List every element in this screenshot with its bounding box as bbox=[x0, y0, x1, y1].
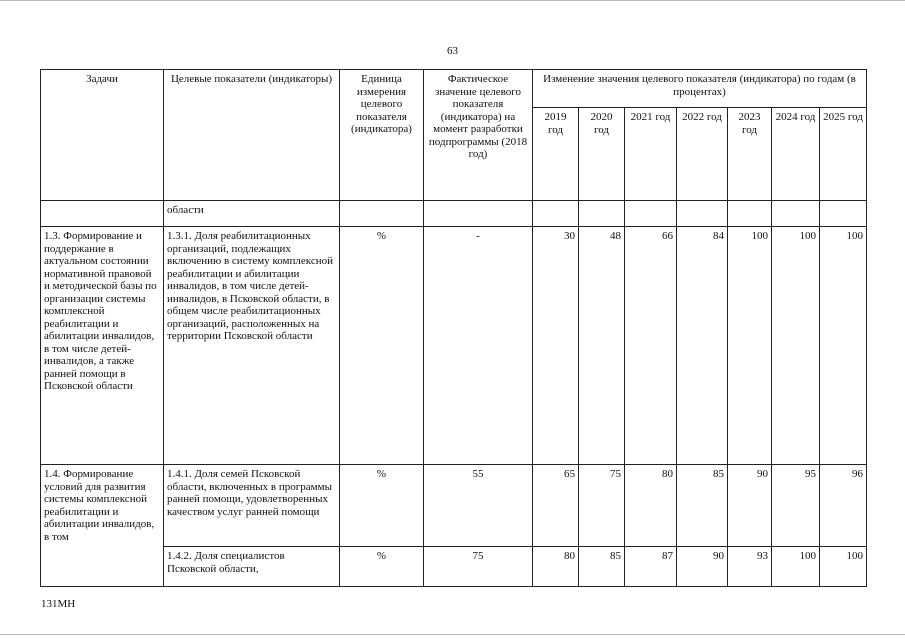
value-cell: 80 bbox=[533, 547, 579, 587]
actual-cell: - bbox=[424, 227, 533, 465]
table-row bbox=[41, 547, 867, 587]
value-cell: 87 bbox=[625, 547, 677, 587]
indicator-cell: 1.4.2. Доля специалистов Псковской области, bbox=[164, 547, 340, 587]
value-cell: 75 bbox=[579, 465, 625, 547]
header-year: 2019 год bbox=[533, 108, 579, 201]
table-row bbox=[41, 465, 867, 547]
value-cell bbox=[772, 201, 820, 227]
value-cell: 90 bbox=[677, 547, 728, 587]
value-cell: 66 bbox=[625, 227, 677, 465]
value-cell: 100 bbox=[820, 547, 867, 587]
task-cell: 1.3. Формирование и поддержание в актуальном состоянии нормативной правовой и методической базы по организации системы комплексной реабилитации и абилитации инвалидов, в том числе детей-инвалидов, а также ранней помощи в Псковской области bbox=[41, 227, 164, 465]
value-cell: 93 bbox=[728, 547, 772, 587]
value-cell: 30 bbox=[533, 227, 579, 465]
value-cell: 84 bbox=[677, 227, 728, 465]
value-cell bbox=[579, 201, 625, 227]
indicator-cell: 1.4.1. Доля семей Псковской области, включенных в программы ранней помощи, удовлетворенных качеством услуг ранней помощи bbox=[164, 465, 340, 547]
table-row bbox=[41, 201, 867, 227]
header-change: Изменение значения целевого показателя (индикатора) по годам (в процентах) bbox=[533, 70, 867, 108]
value-cell bbox=[677, 201, 728, 227]
table-row bbox=[41, 227, 867, 465]
document-code: 131МН bbox=[41, 598, 76, 610]
value-cell: 85 bbox=[677, 465, 728, 547]
value-cell bbox=[820, 201, 867, 227]
task-cell: 1.4. Формирование условий для развития системы комплексной реабилитации и абилитации инвалидов, в том bbox=[41, 465, 164, 587]
header-year: 2022 год bbox=[677, 108, 728, 201]
value-cell: 65 bbox=[533, 465, 579, 547]
unit-cell: % bbox=[340, 227, 424, 465]
header-year: 2024 год bbox=[772, 108, 820, 201]
header-year: 2020 год bbox=[579, 108, 625, 201]
indicators-table bbox=[40, 69, 867, 587]
value-cell bbox=[728, 201, 772, 227]
value-cell: 100 bbox=[728, 227, 772, 465]
value-cell: 96 bbox=[820, 465, 867, 547]
page-number: 63 bbox=[447, 45, 458, 57]
header-year: 2025 год bbox=[820, 108, 867, 201]
value-cell: 48 bbox=[579, 227, 625, 465]
header-year: 2021 год bbox=[625, 108, 677, 201]
value-cell: 100 bbox=[772, 227, 820, 465]
header-actual: Фактическое значение целевого показателя (индикатора) на момент разработки подпрограммы (2018 год) bbox=[424, 70, 533, 201]
unit-cell: % bbox=[340, 547, 424, 587]
value-cell bbox=[625, 201, 677, 227]
actual-cell: 55 bbox=[424, 465, 533, 547]
value-cell: 100 bbox=[820, 227, 867, 465]
actual-cell bbox=[424, 201, 533, 227]
value-cell: 80 bbox=[625, 465, 677, 547]
value-cell: 85 bbox=[579, 547, 625, 587]
top-scan-edge bbox=[0, 0, 905, 1]
unit-cell: % bbox=[340, 465, 424, 547]
value-cell: 100 bbox=[772, 547, 820, 587]
indicator-cell: области bbox=[164, 201, 340, 227]
header-indicators: Целевые показатели (индикаторы) bbox=[164, 70, 340, 201]
indicator-cell: 1.3.1. Доля реабилитационных организаций, подлежащих включению в систему комплексной реабилитации и абилитации инвалидов, в том числе детей-инвалидов, в Псковской области, в общем числе реабилитационных организаций, расположенных на территории Псковской области bbox=[164, 227, 340, 465]
unit-cell bbox=[340, 201, 424, 227]
value-cell: 95 bbox=[772, 465, 820, 547]
header-year: 2023 год bbox=[728, 108, 772, 201]
header-unit: Единица измерения целевого показателя (индикатора) bbox=[340, 70, 424, 201]
header-tasks: Задачи bbox=[41, 70, 164, 201]
value-cell: 90 bbox=[728, 465, 772, 547]
header-row-1 bbox=[41, 70, 867, 108]
actual-cell: 75 bbox=[424, 547, 533, 587]
value-cell bbox=[533, 201, 579, 227]
task-cell bbox=[41, 201, 164, 227]
bottom-scan-edge bbox=[0, 634, 905, 635]
